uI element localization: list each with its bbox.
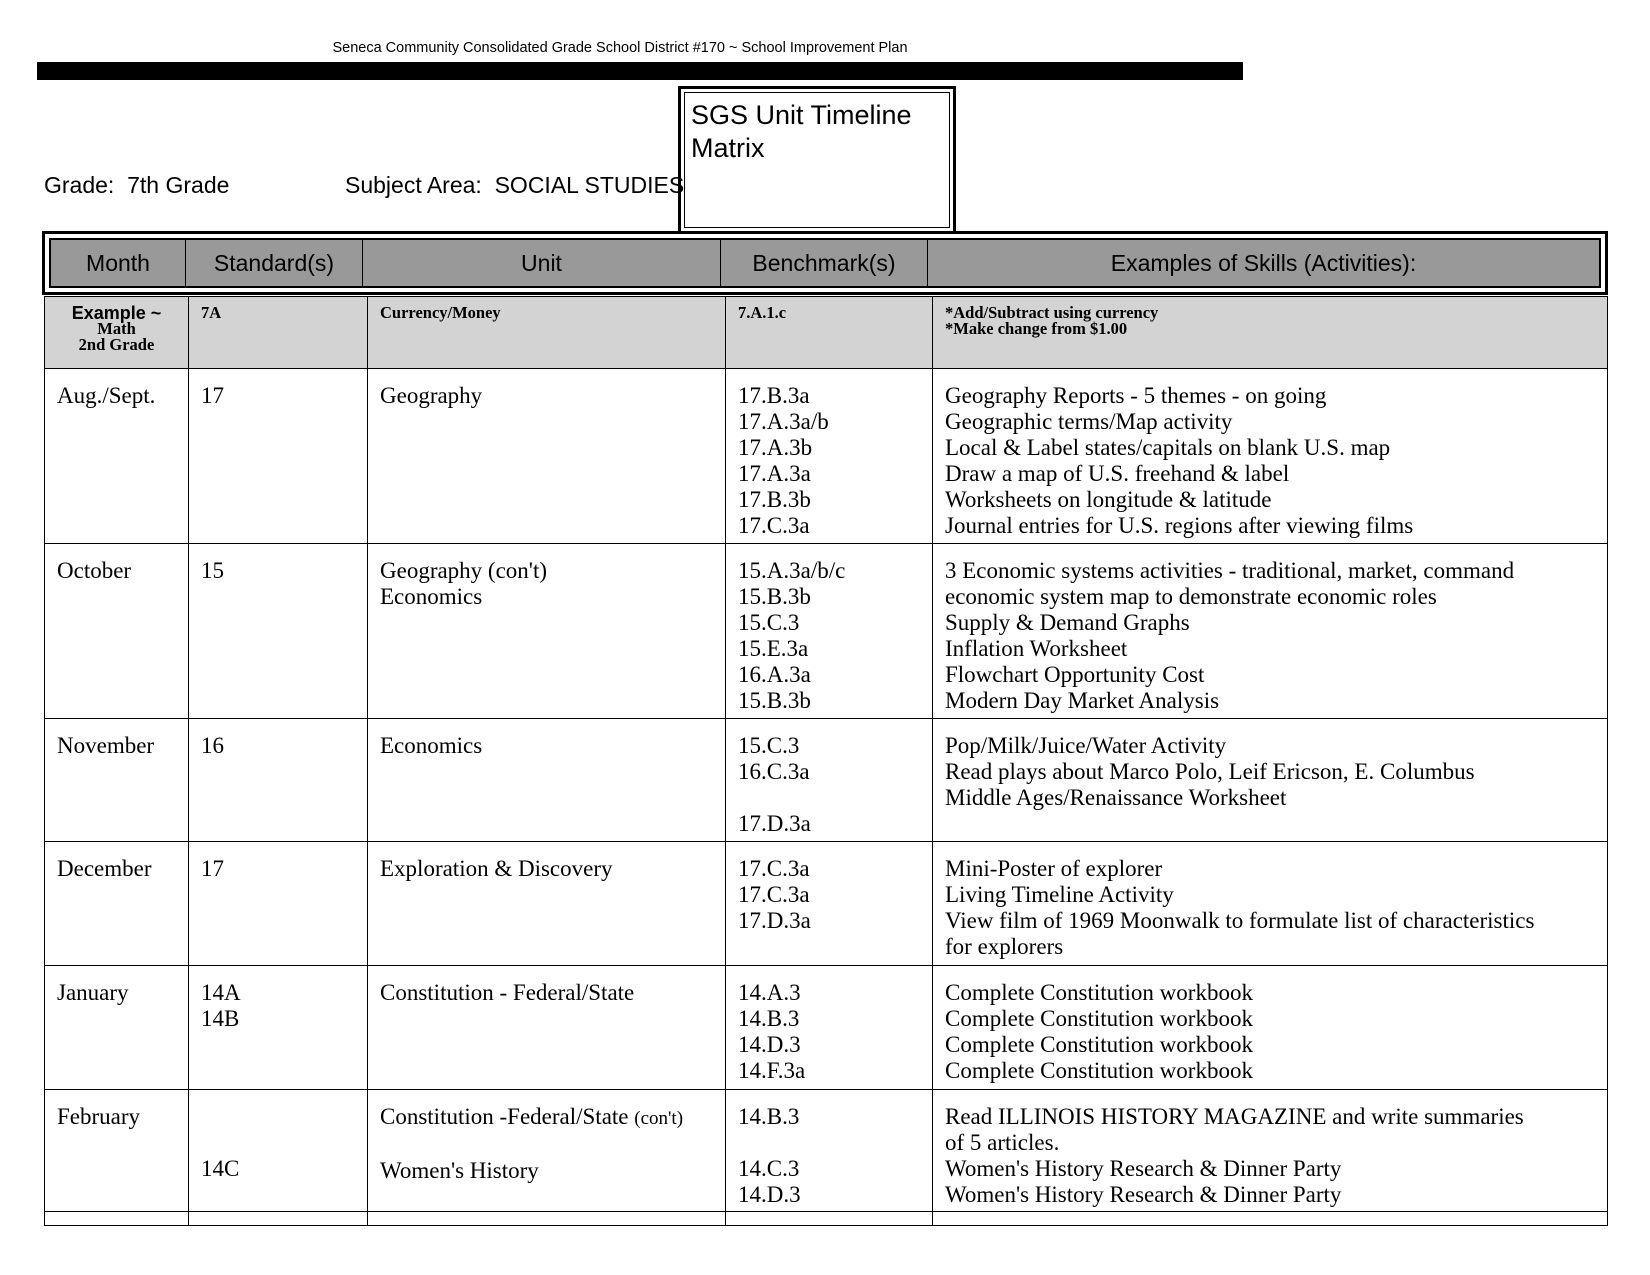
benchmark-code: 17.C.3a	[738, 513, 810, 538]
benchmark-cell	[726, 842, 933, 966]
standard-cell	[189, 544, 368, 719]
column-header-unit: Unit	[363, 240, 721, 286]
example-row	[45, 297, 1608, 369]
standard-value: 15	[201, 558, 224, 583]
benchmark-cell	[726, 544, 933, 719]
skill-activity: Modern Day Market Analysis	[945, 688, 1220, 713]
skill-activity: Draw a map of U.S. freehand & label	[945, 461, 1290, 486]
benchmark-code: 14.A.3	[738, 980, 801, 1005]
benchmark-code: 16.A.3a	[738, 662, 811, 687]
document-title	[691, 99, 912, 165]
benchmark-code: 17.C.3a	[738, 856, 810, 881]
table-row-october	[45, 544, 1608, 719]
skill-activity: for explorers	[945, 934, 1064, 959]
month-cell	[45, 842, 189, 966]
benchmark-code: 14.D.3	[738, 1182, 801, 1207]
unit-note: (con't)	[634, 1108, 684, 1129]
unit-cell	[368, 966, 726, 1090]
skill-activity: of 5 articles.	[945, 1130, 1060, 1155]
unit-name: Economics	[380, 584, 483, 609]
standard-value: 14B	[201, 1006, 240, 1031]
benchmark-code: 16.C.3a	[738, 759, 810, 784]
skill-activity: Complete Constitution workbook	[945, 1032, 1253, 1057]
benchmark-code: 17.A.3a/b	[738, 409, 829, 434]
benchmark-code: 17.D.3a	[738, 811, 811, 836]
benchmark-spacer	[738, 1130, 920, 1156]
standard-value: 14C	[201, 1156, 240, 1181]
benchmark-code: 14.F.3a	[738, 1058, 806, 1083]
example-label: Example ~	[71, 303, 162, 323]
unit-name: Geography	[380, 383, 483, 408]
standard-spacer	[201, 1104, 355, 1130]
unit-name: Women's History	[380, 1158, 539, 1183]
example-subject: Math	[97, 319, 136, 338]
skill-activity: 3 Economic systems activities - traditional, market, command	[945, 558, 1515, 583]
month-cell	[45, 719, 189, 842]
benchmark-code: 14.C.3	[738, 1156, 800, 1181]
example-standard-cell	[189, 297, 368, 369]
example-standard: 7A	[201, 303, 222, 322]
standard-value: 17	[201, 383, 224, 408]
skill-activity: Complete Constitution workbook	[945, 980, 1253, 1005]
skill-activity: Supply & Demand Graphs	[945, 610, 1190, 635]
unit-name: Economics	[380, 733, 483, 758]
month-label: October	[57, 558, 132, 583]
benchmark-code: 17.B.3a	[738, 383, 810, 408]
benchmark-code: 15.A.3a/b/c	[738, 558, 846, 583]
example-skill: *Add/Subtract using currency	[945, 303, 1159, 322]
skill-activity: Worksheets on longitude & latitude	[945, 487, 1272, 512]
subject-value: SOCIAL STUDIES	[494, 172, 685, 198]
header-rule	[37, 62, 1243, 80]
month-label: Aug./Sept.	[57, 383, 156, 408]
unit-spacer	[380, 1132, 713, 1158]
month-cell	[45, 1090, 189, 1212]
benchmark-code: 14.B.3	[738, 1006, 800, 1031]
skill-activity: Geography Reports - 5 themes - on going	[945, 383, 1327, 408]
month-label: November	[57, 733, 155, 758]
month-cell	[45, 966, 189, 1090]
month-cell	[45, 369, 189, 544]
unit-timeline-table	[44, 296, 1608, 1226]
skills-cell	[933, 544, 1608, 719]
unit-name: Constitution - Federal/State	[380, 980, 635, 1005]
skill-activity: Read plays about Marco Polo, Leif Ericson, E. Columbus	[945, 759, 1475, 784]
unit-cell	[368, 1090, 726, 1212]
grade-label: Grade:	[44, 172, 115, 198]
benchmark-code: 17.C.3a	[738, 882, 810, 907]
standard-cell	[189, 1090, 368, 1212]
example-grade: 2nd Grade	[78, 335, 155, 354]
example-skills-cell	[933, 297, 1608, 369]
unit-line	[380, 1104, 713, 1132]
benchmark-code: 17.A.3a	[738, 461, 811, 486]
benchmark-code: 15.E.3a	[738, 636, 809, 661]
skills-cell	[933, 1090, 1608, 1212]
skill-activity: Complete Constitution workbook	[945, 1058, 1253, 1083]
column-header-frame	[42, 231, 1608, 295]
skills-cell	[933, 842, 1608, 966]
skill-activity: Women's History Research & Dinner Party	[945, 1182, 1342, 1207]
unit-name: Geography (con't)	[380, 558, 547, 583]
standard-cell	[189, 966, 368, 1090]
benchmark-cell	[726, 966, 933, 1090]
example-benchmark: 7.A.1.c	[738, 303, 787, 322]
unit-cell	[368, 369, 726, 544]
example-benchmark-cell	[726, 297, 933, 369]
benchmark-cell	[726, 1090, 933, 1212]
skill-activity: Read ILLINOIS HISTORY MAGAZINE and write summaries	[945, 1104, 1524, 1129]
benchmark-code: 14.D.3	[738, 1032, 801, 1057]
benchmark-code: 15.B.3b	[738, 688, 811, 713]
benchmark-cell	[726, 719, 933, 842]
grade-field	[44, 172, 229, 199]
empty-cell	[933, 1212, 1608, 1226]
title-box-inner-border	[684, 92, 950, 228]
skill-activity: Complete Constitution workbook	[945, 1006, 1253, 1031]
column-header-row	[49, 238, 1601, 288]
skill-activity: Women's History Research & Dinner Party	[945, 1156, 1342, 1181]
skill-activity: View film of 1969 Moonwalk to formulate list of characteristics	[945, 908, 1535, 933]
standard-cell	[189, 369, 368, 544]
skill-activity: Pop/Milk/Juice/Water Activity	[945, 733, 1227, 758]
skill-activity: Local & Label states/capitals on blank U.S. map	[945, 435, 1391, 460]
standard-cell	[189, 842, 368, 966]
subject-label: Subject Area:	[345, 172, 482, 198]
skills-cell	[933, 966, 1608, 1090]
month-label: December	[57, 856, 152, 881]
unit-name: Exploration & Discovery	[380, 856, 613, 881]
standard-spacer	[201, 1130, 355, 1156]
standard-value: 14A	[201, 980, 241, 1005]
skill-activity: Geographic terms/Map activity	[945, 409, 1233, 434]
column-header-standards: Standard(s)	[186, 240, 363, 286]
unit-cell	[368, 719, 726, 842]
empty-cell	[368, 1212, 726, 1226]
month-cell	[45, 544, 189, 719]
unit-cell	[368, 842, 726, 966]
column-header-skills: Examples of Skills (Activities):	[1110, 249, 1417, 276]
skills-cell	[933, 719, 1608, 842]
column-header-benchmarks: Benchmark(s)	[721, 240, 928, 286]
benchmark-cell	[726, 369, 933, 544]
example-unit-cell	[368, 297, 726, 369]
empty-cell	[726, 1212, 933, 1226]
unit-name: Constitution -Federal/State	[380, 1104, 629, 1129]
skills-cell	[933, 369, 1608, 544]
benchmark-code: 17.D.3a	[738, 908, 811, 933]
benchmark-code: 15.B.3b	[738, 584, 811, 609]
benchmark-code: 17.B.3b	[738, 487, 811, 512]
benchmark-code: 15.C.3	[738, 610, 800, 635]
page-header: Seneca Community Consolidated Grade School District #170 ~ School Improvement Plan	[332, 40, 908, 56]
month-label: January	[57, 980, 129, 1005]
standard-cell	[189, 719, 368, 842]
benchmark-code: 14.B.3	[738, 1104, 800, 1129]
column-header-month: Month	[51, 240, 186, 286]
skill-activity: Flowchart Opportunity Cost	[945, 662, 1205, 687]
benchmark-spacer	[738, 785, 920, 811]
table-row-december	[45, 842, 1608, 966]
benchmark-code: 17.A.3b	[738, 435, 813, 460]
example-month-cell	[45, 297, 189, 369]
skill-activity: Middle Ages/Renaissance Worksheet	[945, 785, 1287, 810]
skill-activity: Mini-Poster of explorer	[945, 856, 1163, 881]
table-row-february	[45, 1090, 1608, 1212]
benchmark-code: 15.C.3	[738, 733, 800, 758]
skill-activity: Living Timeline Activity	[945, 882, 1174, 907]
table-row-november	[45, 719, 1608, 842]
title-box	[678, 86, 956, 234]
subject-field	[345, 172, 684, 199]
grade-value: 7th Grade	[127, 172, 230, 198]
table-row-aug-sept	[45, 369, 1608, 544]
title-line-2: Matrix	[691, 133, 765, 163]
skill-activity: economic system map to demonstrate economic roles	[945, 584, 1437, 609]
table-row-empty	[45, 1212, 1608, 1226]
standard-value: 16	[201, 733, 224, 758]
standard-value: 17	[201, 856, 224, 881]
unit-cell	[368, 544, 726, 719]
month-label: February	[57, 1104, 141, 1129]
skill-activity: Inflation Worksheet	[945, 636, 1128, 661]
title-line-1: SGS Unit Timeline	[691, 100, 912, 130]
skill-activity: Journal entries for U.S. regions after viewing films	[945, 513, 1414, 538]
table-row-january	[45, 966, 1608, 1090]
example-skill: *Make change from $1.00	[945, 319, 1128, 338]
empty-cell	[189, 1212, 368, 1226]
example-unit: Currency/Money	[380, 303, 501, 322]
empty-cell	[45, 1212, 189, 1226]
